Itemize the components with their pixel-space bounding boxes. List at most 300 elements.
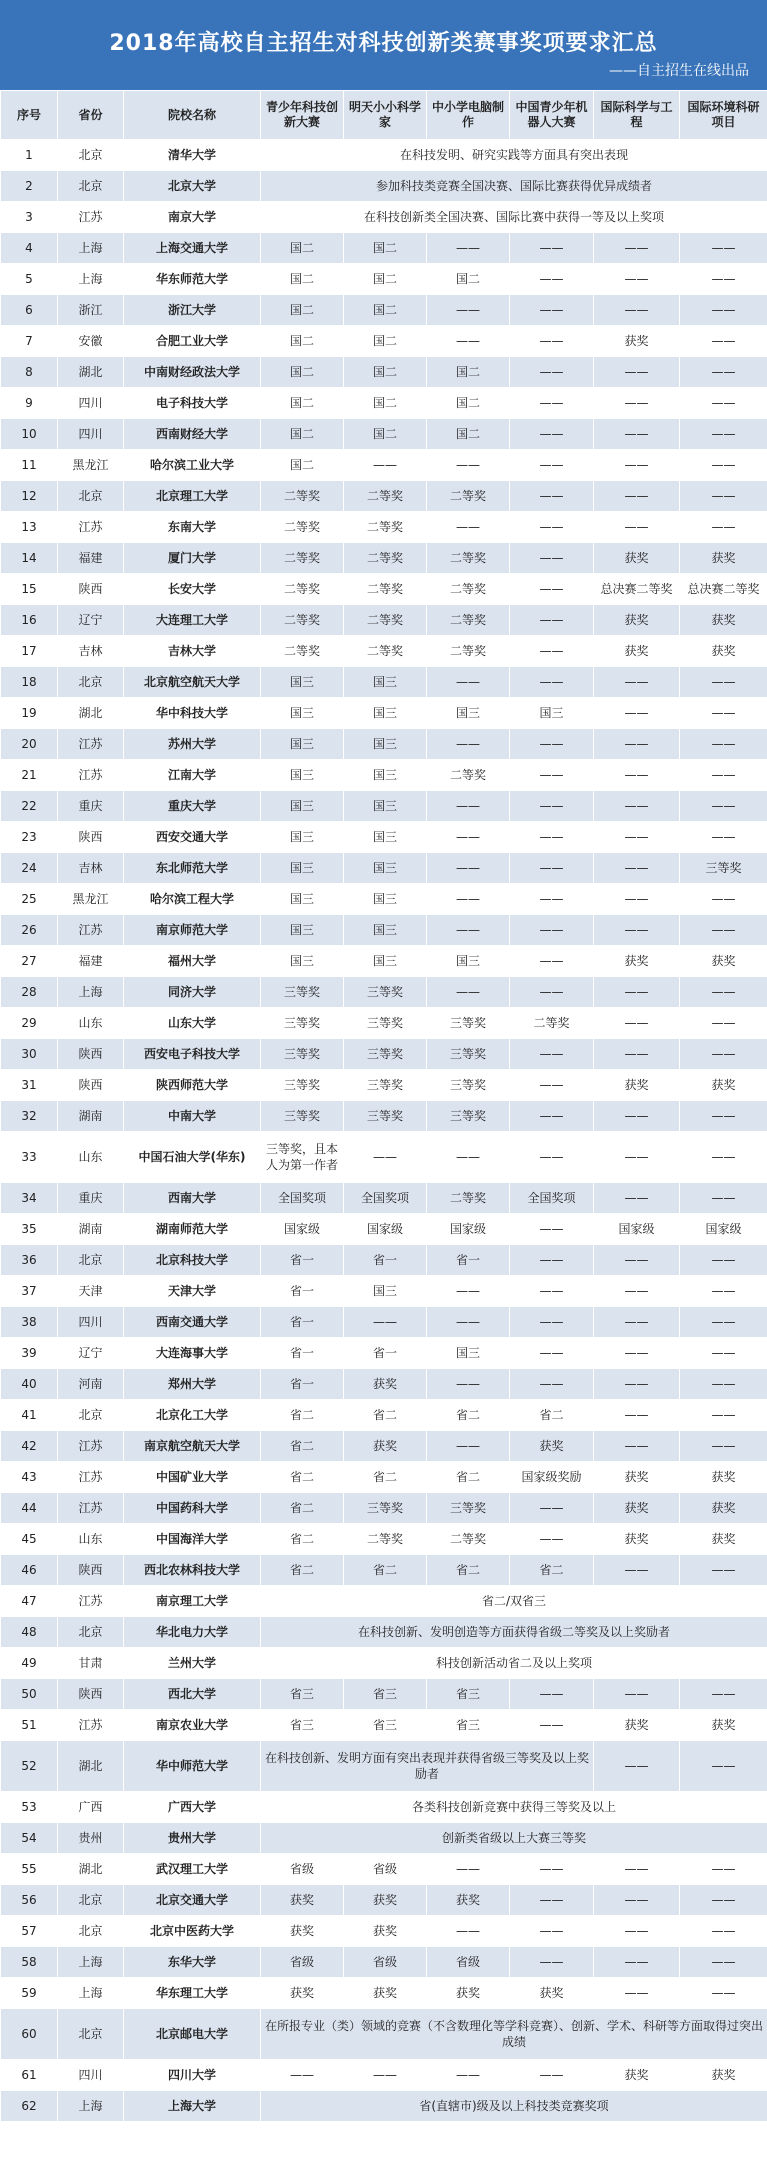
table-cell: —— (680, 450, 767, 481)
table-cell: —— (680, 1183, 767, 1214)
table-row (1, 295, 767, 326)
table-cell: 三等奖 (344, 977, 427, 1008)
table-cell: 获奖 (594, 946, 680, 977)
column-header: 序号 (1, 91, 58, 140)
table-row (1, 822, 767, 853)
table-cell: —— (510, 1338, 594, 1369)
table-cell: 12 (1, 481, 58, 512)
table-cell: 获奖 (680, 1493, 767, 1524)
table-cell: 国三 (344, 946, 427, 977)
table-cell: 二等奖 (261, 605, 344, 636)
table-cell: 61 (1, 2060, 58, 2091)
table-cell: —— (594, 357, 680, 388)
table-cell: 四川 (58, 388, 124, 419)
table-cell: 江苏 (58, 1462, 124, 1493)
table-cell: 国三 (344, 729, 427, 760)
table-row (1, 1524, 767, 1555)
table-cell: —— (594, 1978, 680, 2009)
table-cell: —— (680, 357, 767, 388)
table-cell: 山东 (58, 1008, 124, 1039)
table-cell: —— (510, 2060, 594, 2091)
table-row (1, 574, 767, 605)
table-cell: 省一 (261, 1307, 344, 1338)
table-cell: —— (594, 1307, 680, 1338)
table-cell: —— (594, 791, 680, 822)
table-cell: —— (510, 853, 594, 884)
table-cell: 省级 (344, 1947, 427, 1978)
table-cell: —— (510, 1524, 594, 1555)
table-cell: 湖北 (58, 1854, 124, 1885)
table-cell: —— (594, 1245, 680, 1276)
table-cell: 山东 (58, 1524, 124, 1555)
table-cell: 全国奖项 (510, 1183, 594, 1214)
table-cell: —— (427, 233, 510, 264)
table-cell: 国三 (261, 760, 344, 791)
table-cell: —— (680, 1400, 767, 1431)
table-row (1, 1555, 767, 1586)
table-row (1, 884, 767, 915)
table-cell: —— (427, 1307, 510, 1338)
table-cell: —— (427, 1369, 510, 1400)
table-cell: 获奖 (680, 636, 767, 667)
table-row (1, 1648, 767, 1679)
table-cell: 郑州大学 (124, 1369, 261, 1400)
table-cell: 电子科技大学 (124, 388, 261, 419)
table-cell: —— (680, 1008, 767, 1039)
column-header: 青少年科技创新大赛 (261, 91, 344, 140)
table-cell: —— (510, 1679, 594, 1710)
table-cell: 二等奖 (427, 1183, 510, 1214)
column-header: 中小学电脑制作 (427, 91, 510, 140)
table-cell: 二等奖 (427, 574, 510, 605)
table-cell: —— (427, 1916, 510, 1947)
column-header: 国际科学与工程 (594, 91, 680, 140)
table-cell: 二等奖 (261, 574, 344, 605)
table-cell: 34 (1, 1183, 58, 1214)
table-cell: 北京 (58, 1916, 124, 1947)
table-cell: 吉林 (58, 853, 124, 884)
table-cell: 6 (1, 295, 58, 326)
table-cell: —— (510, 574, 594, 605)
table-cell: 国三 (261, 884, 344, 915)
table-cell: 三等奖，且本人为第一作者 (261, 1132, 344, 1183)
table-cell: 国二 (261, 450, 344, 481)
table-cell: 国三 (261, 667, 344, 698)
table-cell: 三等奖 (344, 1039, 427, 1070)
table-cell: 三等奖 (427, 1101, 510, 1132)
table-row (1, 1400, 767, 1431)
table-row (1, 171, 767, 202)
table-cell: 二等奖 (427, 636, 510, 667)
table-cell: 上海 (58, 977, 124, 1008)
table-cell: 32 (1, 1101, 58, 1132)
table-row (1, 1338, 767, 1369)
table-cell: —— (510, 481, 594, 512)
table-cell: 获奖 (680, 1710, 767, 1741)
table-row (1, 512, 767, 543)
table-cell: 获奖 (594, 605, 680, 636)
table-cell: 国三 (344, 822, 427, 853)
table-cell: 北京 (58, 2009, 124, 2060)
table-cell: —— (261, 2060, 344, 2091)
table-cell: —— (427, 295, 510, 326)
table-cell: 吉林大学 (124, 636, 261, 667)
table-cell: —— (594, 1885, 680, 1916)
table-cell: —— (510, 1916, 594, 1947)
table-cell: 北京科技大学 (124, 1245, 261, 1276)
table-cell: —— (594, 667, 680, 698)
table-row (1, 1276, 767, 1307)
table-cell: 陕西 (58, 1679, 124, 1710)
table-cell: 辽宁 (58, 605, 124, 636)
table-row (1, 1493, 767, 1524)
table-cell: 四川 (58, 1307, 124, 1338)
table-cell: 上海 (58, 264, 124, 295)
table-cell: 大连理工大学 (124, 605, 261, 636)
table-cell: 二等奖 (344, 543, 427, 574)
table-cell: 湖南师范大学 (124, 1214, 261, 1245)
table-cell: 华北电力大学 (124, 1617, 261, 1648)
table-header-row (1, 91, 767, 140)
table-cell: —— (510, 1710, 594, 1741)
table-cell: 江苏 (58, 1493, 124, 1524)
table-cell: 上海 (58, 1978, 124, 2009)
table-cell: 国三 (427, 946, 510, 977)
table-cell: 陕西师范大学 (124, 1070, 261, 1101)
table-row (1, 698, 767, 729)
table-cell: 总决赛二等奖 (594, 574, 680, 605)
table-cell: 西北大学 (124, 1679, 261, 1710)
table-row (1, 1710, 767, 1741)
table-cell: 同济大学 (124, 977, 261, 1008)
table-cell: 18 (1, 667, 58, 698)
table-cell: 国三 (344, 915, 427, 946)
table-cell: 获奖 (344, 1431, 427, 1462)
table-cell: 陕西 (58, 1555, 124, 1586)
table-cell: 北京 (58, 667, 124, 698)
table-cell: 获奖 (680, 1070, 767, 1101)
table-cell: 浙江 (58, 295, 124, 326)
table-row (1, 2009, 767, 2060)
table-cell: 国三 (261, 729, 344, 760)
table-row (1, 791, 767, 822)
table-cell: 北京 (58, 1617, 124, 1648)
table-cell: 17 (1, 636, 58, 667)
table-cell: —— (510, 512, 594, 543)
table-cell: —— (594, 1039, 680, 1070)
table-cell: 国二 (344, 357, 427, 388)
table-row (1, 1462, 767, 1493)
table-cell: 获奖 (344, 1978, 427, 2009)
table-cell: 国二 (261, 233, 344, 264)
table-row (1, 140, 767, 171)
table-cell: 国三 (427, 698, 510, 729)
table-cell: 西北农林科技大学 (124, 1555, 261, 1586)
table-cell: 三等奖 (261, 1008, 344, 1039)
table-cell: —— (680, 1555, 767, 1586)
table-cell: 东北师范大学 (124, 853, 261, 884)
table-cell: 省一 (344, 1245, 427, 1276)
table-cell: 江苏 (58, 1710, 124, 1741)
table-row (1, 450, 767, 481)
table-cell: 中国海洋大学 (124, 1524, 261, 1555)
table-cell: 华东理工大学 (124, 1978, 261, 2009)
table-cell: 全国奖项 (344, 1183, 427, 1214)
table-cell: —— (427, 977, 510, 1008)
table-cell: 甘肃 (58, 1648, 124, 1679)
table-row (1, 1792, 767, 1823)
table-cell: 江苏 (58, 202, 124, 233)
table-cell: —— (680, 1854, 767, 1885)
table-cell: 二等奖 (344, 574, 427, 605)
table-cell: —— (510, 388, 594, 419)
table-cell: 省三 (261, 1679, 344, 1710)
table-cell: 省二 (344, 1555, 427, 1586)
table-cell: 二等奖 (510, 1008, 594, 1039)
table-cell: 国二 (261, 419, 344, 450)
table-cell: 获奖 (594, 1493, 680, 1524)
table-cell: —— (594, 853, 680, 884)
table-cell: 三等奖 (344, 1008, 427, 1039)
table-cell: 二等奖 (427, 481, 510, 512)
table-cell: —— (510, 357, 594, 388)
table-cell: 重庆 (58, 1183, 124, 1214)
table-cell: 西南财经大学 (124, 419, 261, 450)
table-cell: 省一 (261, 1369, 344, 1400)
table-cell: —— (680, 977, 767, 1008)
table-cell: 安徽 (58, 326, 124, 357)
table-cell: —— (594, 884, 680, 915)
table-cell: 国三 (510, 698, 594, 729)
table-cell: —— (594, 1008, 680, 1039)
table-row (1, 1369, 767, 1400)
table-cell: 国三 (261, 915, 344, 946)
table-cell: 获奖 (680, 1462, 767, 1493)
table-cell: 南京大学 (124, 202, 261, 233)
table-cell: 23 (1, 822, 58, 853)
table-cell: 省级 (344, 1854, 427, 1885)
table-row (1, 667, 767, 698)
table-cell: 国三 (427, 1338, 510, 1369)
table-cell: 国二 (344, 233, 427, 264)
table-row (1, 202, 767, 233)
table-cell: 辽宁 (58, 1338, 124, 1369)
table-cell: 吉林 (58, 636, 124, 667)
table-cell: 在所报专业（类）领域的竞赛（不含数理化等学科竞赛）、创新、学术、科研等方面取得过突出成绩 (261, 2009, 767, 2060)
table-cell: —— (510, 1101, 594, 1132)
table-cell: —— (594, 512, 680, 543)
table-cell: 广西 (58, 1792, 124, 1823)
table-cell: —— (680, 388, 767, 419)
table-cell: 二等奖 (344, 481, 427, 512)
table-cell: 三等奖 (427, 1039, 510, 1070)
table-cell: 省二 (344, 1400, 427, 1431)
table-cell: 河南 (58, 1369, 124, 1400)
table-cell: 21 (1, 760, 58, 791)
table-cell: 获奖 (510, 1431, 594, 1462)
table-cell: 北京邮电大学 (124, 2009, 261, 2060)
table-cell: —— (680, 760, 767, 791)
table-cell: 上海 (58, 233, 124, 264)
table-cell: 50 (1, 1679, 58, 1710)
table-cell: —— (680, 1276, 767, 1307)
table-cell: —— (594, 1916, 680, 1947)
table-cell: 南京农业大学 (124, 1710, 261, 1741)
table-row (1, 1823, 767, 1854)
table-cell: 30 (1, 1039, 58, 1070)
table-cell: —— (510, 233, 594, 264)
table-row (1, 605, 767, 636)
table-cell: —— (680, 295, 767, 326)
table-cell: 四川 (58, 2060, 124, 2091)
table-cell: 北京 (58, 481, 124, 512)
table-cell: 四川 (58, 419, 124, 450)
table-cell: —— (427, 512, 510, 543)
table-cell: 二等奖 (427, 605, 510, 636)
table-cell: —— (680, 233, 767, 264)
table-cell: —— (594, 450, 680, 481)
table-cell: 国家级奖励 (510, 1462, 594, 1493)
table-cell: 国二 (427, 357, 510, 388)
table-cell: 二等奖 (344, 512, 427, 543)
table-cell: 1 (1, 140, 58, 171)
table-row (1, 1214, 767, 1245)
table-cell: —— (594, 1338, 680, 1369)
table-cell: 省三 (427, 1679, 510, 1710)
table-cell: —— (680, 264, 767, 295)
table-cell: 22 (1, 791, 58, 822)
table-cell: 二等奖 (427, 760, 510, 791)
table-cell: —— (594, 729, 680, 760)
table-cell: 省级 (261, 1947, 344, 1978)
table-cell: 省二 (427, 1555, 510, 1586)
table-row (1, 636, 767, 667)
table-cell: 湖南 (58, 1214, 124, 1245)
table-cell: 上海 (58, 1947, 124, 1978)
table-cell: 北京 (58, 171, 124, 202)
table-cell: 获奖 (680, 1524, 767, 1555)
table-cell: —— (344, 2060, 427, 2091)
table-cell: 三等奖 (344, 1070, 427, 1101)
table-cell: 省(直辖市)级及以上科技类竞赛奖项 (261, 2091, 767, 2122)
table-row (1, 1101, 767, 1132)
table-cell: 省级 (261, 1854, 344, 1885)
table-cell: 国二 (261, 388, 344, 419)
table-cell: 山东大学 (124, 1008, 261, 1039)
table-cell: 国三 (261, 822, 344, 853)
table-cell: 57 (1, 1916, 58, 1947)
table-cell: 国二 (261, 357, 344, 388)
table-cell: 获奖 (427, 1978, 510, 2009)
table-cell: —— (680, 884, 767, 915)
table-cell: —— (594, 1132, 680, 1183)
table-cell: 南京航空航天大学 (124, 1431, 261, 1462)
table-cell: 国三 (344, 760, 427, 791)
table-row (1, 388, 767, 419)
table-cell: —— (594, 1101, 680, 1132)
table-cell: 福建 (58, 543, 124, 574)
table-cell: 获奖 (680, 2060, 767, 2091)
table-cell: —— (510, 1132, 594, 1183)
table-cell: 25 (1, 884, 58, 915)
table-row (1, 264, 767, 295)
table-cell: —— (594, 264, 680, 295)
table-cell: 14 (1, 543, 58, 574)
table-cell: 西南交通大学 (124, 1307, 261, 1338)
table-cell: 北京理工大学 (124, 481, 261, 512)
table-cell: 国家级 (594, 1214, 680, 1245)
table-cell: —— (594, 1400, 680, 1431)
table-cell: —— (680, 1245, 767, 1276)
table-row (1, 760, 767, 791)
table-cell: —— (594, 977, 680, 1008)
table-cell: —— (427, 791, 510, 822)
table-cell: 省二 (261, 1555, 344, 1586)
table-cell: 北京化工大学 (124, 1400, 261, 1431)
table-cell: —— (594, 295, 680, 326)
table-cell: 获奖 (594, 1710, 680, 1741)
table-cell: —— (680, 1916, 767, 1947)
table-cell: —— (510, 946, 594, 977)
table-cell: —— (680, 1307, 767, 1338)
table-cell: 获奖 (594, 1070, 680, 1101)
table-cell: 省二 (344, 1462, 427, 1493)
table-cell: 26 (1, 915, 58, 946)
table-cell: —— (427, 450, 510, 481)
table-cell: 11 (1, 450, 58, 481)
table-cell: 获奖 (594, 1462, 680, 1493)
table-cell: 江苏 (58, 729, 124, 760)
table-cell: —— (510, 915, 594, 946)
table-cell: 省二 (510, 1400, 594, 1431)
table-cell: —— (680, 1431, 767, 1462)
table-cell: 大连海事大学 (124, 1338, 261, 1369)
table-row (1, 729, 767, 760)
column-header: 国际环境科研项目 (680, 91, 767, 140)
table-cell: 国家级 (680, 1214, 767, 1245)
table-row (1, 977, 767, 1008)
table-cell: 北京中医药大学 (124, 1916, 261, 1947)
table-row (1, 543, 767, 574)
table-cell: 在科技创新、发明方面有突出表现并获得省级三等奖及以上奖励者 (261, 1741, 594, 1792)
table-cell: 10 (1, 419, 58, 450)
table-cell: 三等奖 (261, 1039, 344, 1070)
table-row (1, 1008, 767, 1039)
table-row (1, 419, 767, 450)
table-cell: 国二 (344, 388, 427, 419)
table-cell: 48 (1, 1617, 58, 1648)
table-cell: —— (427, 822, 510, 853)
table-cell: 东南大学 (124, 512, 261, 543)
table-cell: —— (680, 512, 767, 543)
table-cell: —— (510, 419, 594, 450)
table-cell: —— (427, 1276, 510, 1307)
table-cell: —— (680, 791, 767, 822)
table-cell: 北京大学 (124, 171, 261, 202)
table-cell: 获奖 (261, 1916, 344, 1947)
table-cell: 省一 (261, 1276, 344, 1307)
table-row (1, 1916, 767, 1947)
table-cell: —— (510, 760, 594, 791)
table-cell: 获奖 (261, 1978, 344, 2009)
table-cell: 总决赛二等奖 (680, 574, 767, 605)
table-cell: —— (680, 729, 767, 760)
table-cell: 国二 (344, 326, 427, 357)
table-row (1, 326, 767, 357)
page-header (0, 0, 767, 90)
table-row (1, 1245, 767, 1276)
table-cell: 省一 (261, 1245, 344, 1276)
